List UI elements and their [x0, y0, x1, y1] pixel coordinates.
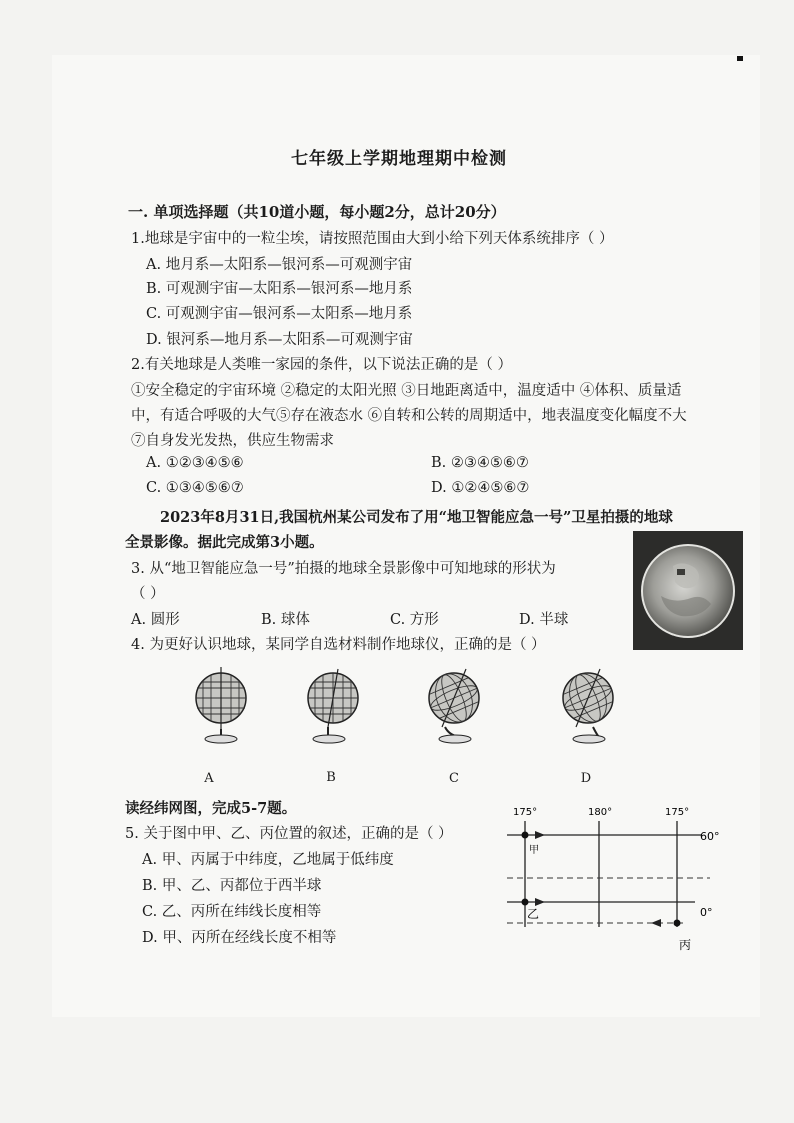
- lon-label: 175°: [665, 807, 690, 818]
- globe-b-label: B: [326, 770, 336, 785]
- point-label: 甲: [529, 845, 539, 856]
- q2-option-b: B. ②③④⑤⑥⑦: [431, 455, 529, 471]
- lon-label: 180°: [588, 807, 613, 818]
- q1-stem: 1.地球是宇宙中的一粒尘埃，请按照范围由大到小给下列天体系统排序（ ）: [131, 231, 614, 247]
- graticule-map: [505, 803, 725, 955]
- q3-option-b: B. 球体: [261, 612, 310, 628]
- q3-option-a: A. 圆形: [131, 612, 180, 628]
- passage-q3: 2023年8月31日,我国杭州某公司发布了用“地卫智能应急一号”卫星拍摄的地球: [160, 509, 673, 526]
- q1-option-d: D. 银河系—地月系—太阳系—可观测宇宙: [146, 332, 413, 348]
- globe-a-label: A: [204, 771, 214, 786]
- q1-option-a: A. 地月系—太阳系—银河系—可观测宇宙: [146, 257, 413, 273]
- lon-label: 175°: [513, 807, 538, 818]
- q1-option-b: B. 可观测宇宙—太阳系—银河系—地月系: [146, 281, 413, 297]
- q5-option-c: C. 乙、丙所在纬线长度相等: [142, 904, 322, 920]
- q5-option-a: A. 甲、丙属于中纬度，乙地属于低纬度: [142, 852, 394, 868]
- point-jia: [522, 832, 529, 839]
- lat-label: 0°: [700, 906, 713, 919]
- point-yi: [522, 899, 529, 906]
- q1-option-c: C. 可观测宇宙—银河系—太阳系—地月系: [146, 306, 413, 322]
- globe-b-icon: [298, 665, 368, 750]
- q2-statement-line: ①安全稳定的宇宙环境 ②稳定的太阳光照 ③日地距离适中，温度适中 ④体积、质量适: [131, 383, 682, 399]
- q2-statement-line: ⑦自身发光发热，供应生物需求: [131, 433, 334, 449]
- corner-mark: [737, 56, 743, 61]
- section-heading: 一. 单项选择题（共10道小题，每小题2分，总计20分）: [128, 203, 506, 221]
- q3-paren: （ ）: [131, 586, 165, 602]
- passage-q5-7: 读经纬网图，完成5-7题。: [125, 800, 297, 817]
- q4-stem: 4. 为更好认识地球，某同学自选材料制作地球仪，正确的是（ ）: [131, 637, 546, 653]
- q2-option-d: D. ①②④⑤⑥⑦: [431, 480, 530, 496]
- q2-stem: 2.有关地球是人类唯一家园的条件，以下说法正确的是（ ）: [131, 357, 512, 373]
- q5-option-b: B. 甲、乙、丙都位于西半球: [142, 878, 322, 894]
- earth-satellite-photo: [633, 531, 743, 650]
- globe-a-icon: [186, 665, 256, 750]
- q2-statement-line: 中，有适合呼吸的大气⑤存在液态水 ⑥自转和公转的周期适中，地表温度变化幅度不大: [131, 408, 687, 424]
- point-label: 丙: [679, 938, 692, 952]
- q5-option-d: D. 甲、丙所在经线长度不相等: [142, 930, 337, 946]
- q2-option-a: A. ①②③④⑤⑥: [146, 455, 244, 471]
- q3-option-d: D. 半球: [519, 612, 569, 628]
- passage-q3: 全景影像。据此完成第3小题。: [125, 534, 324, 551]
- globe-c-icon: [419, 665, 489, 750]
- exam-title: 七年级上学期地理期中检测: [291, 149, 507, 169]
- globe-d-icon: [553, 665, 623, 750]
- q5-stem: 5. 关于图中甲、乙、丙位置的叙述，正确的是（ ）: [125, 826, 453, 842]
- q3-option-c: C. 方形: [390, 612, 439, 628]
- point-bing: [674, 920, 681, 927]
- globe-c-label: C: [449, 771, 459, 786]
- lat-label: 60°: [700, 830, 720, 843]
- point-label: 乙: [527, 907, 540, 921]
- q3-stem: 3. 从“地卫智能应急一号”拍摄的地球全景影像中可知地球的形状为: [131, 561, 556, 577]
- q2-option-c: C. ①③④⑤⑥⑦: [146, 480, 244, 496]
- globe-d-label: D: [580, 771, 592, 786]
